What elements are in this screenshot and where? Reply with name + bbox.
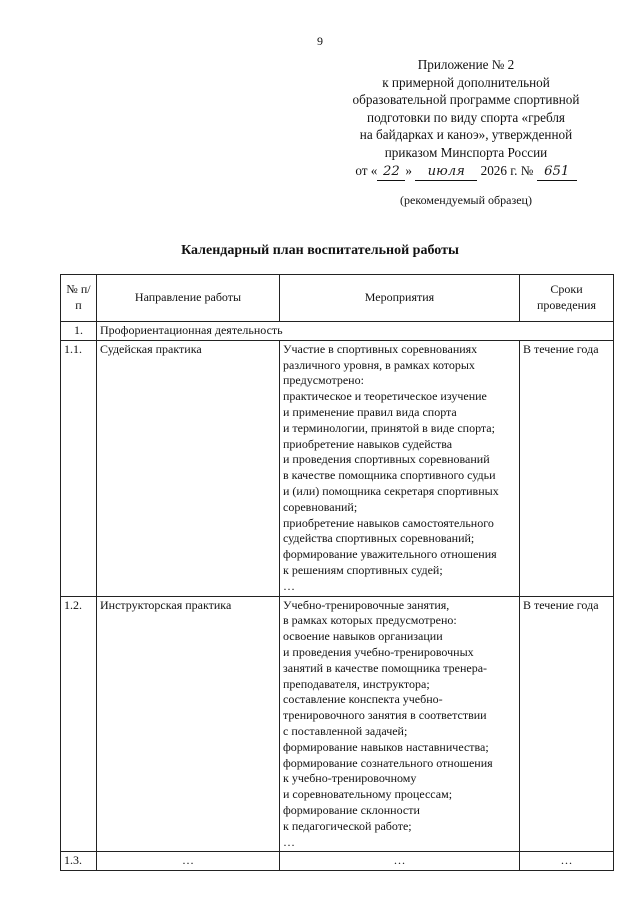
handwritten-day: 22 <box>377 163 405 182</box>
row-direction: … <box>97 852 280 871</box>
row-number: 1.2. <box>61 596 97 852</box>
appendix-line: подготовки по виду спорта «гребля <box>367 109 565 125</box>
row-term: В течение года <box>520 596 614 852</box>
activity-line: и соревновательному процессам; <box>283 787 453 802</box>
header-number: № п/п <box>61 275 97 322</box>
row-direction: Инструкторская практика <box>97 596 280 852</box>
activity-line: различного уровня, в рамках которых <box>283 357 475 372</box>
section-number: 1. <box>61 322 97 341</box>
activity-line: с поставленной задачей; <box>283 723 408 738</box>
document-title: Календарный план воспитательной работы <box>181 243 459 258</box>
handwritten-month: июля <box>415 163 477 182</box>
table-row <box>61 596 614 852</box>
section-title: Профориентационная деятельность <box>97 322 614 341</box>
row-term: … <box>520 852 614 871</box>
activity-line: к решениям спортивных судей; <box>283 562 443 577</box>
row-number: 1.3. <box>61 852 97 871</box>
activity-line: к педагогической работе; <box>283 818 412 833</box>
handwritten-order-number: 651 <box>537 163 577 182</box>
activity-line: судейства спортивных соревнований; <box>283 531 475 546</box>
appendix-line: на байдарках и каноэ», утвержденной <box>359 127 573 143</box>
activity-line: формирование склонности <box>283 802 420 817</box>
activity-line: занятий в качестве помощника тренера- <box>283 660 488 675</box>
row-activities <box>280 340 520 596</box>
header-row <box>61 275 614 322</box>
activity-line: формирование навыков наставничества; <box>283 739 489 754</box>
activity-line: к учебно-тренировочному <box>283 771 417 786</box>
activity-line: соревнований; <box>283 499 358 514</box>
activity-line: и применение правил вида спорта <box>283 404 457 419</box>
date-year: 2026 г. № <box>480 162 534 178</box>
activity-line: освоение навыков организации <box>283 629 443 644</box>
sample-note: (рекомендуемый образец) <box>400 193 532 207</box>
activity-line: … <box>283 834 295 849</box>
activity-line: в качестве помощника спортивного судьи <box>283 468 496 483</box>
activity-line: в рамках которых предусмотрено: <box>283 613 457 628</box>
appendix-line: к примерной дополнительной <box>382 74 550 90</box>
activity-line: практическое и теоретическое изучение <box>283 389 487 404</box>
table-row <box>61 340 614 596</box>
table-row <box>61 852 614 871</box>
order-date-line <box>330 162 602 182</box>
appendix-line: образовательной программе спортивной <box>352 92 580 108</box>
activity-line: и проведения учебно-тренировочных <box>283 644 474 659</box>
section-row <box>61 322 614 341</box>
header-direction: Направление работы <box>97 275 280 322</box>
activity-line: приобретение навыков судейства <box>283 436 453 451</box>
appendix-header <box>330 56 602 181</box>
activity-line: составление конспекта учебно- <box>283 692 443 707</box>
header-events: Мероприятия <box>280 275 520 322</box>
activity-line: предусмотрено: <box>283 373 364 388</box>
header-terms: Сроки проведения <box>520 275 614 322</box>
date-prefix: от « <box>355 162 378 178</box>
appendix-line: Приложение № 2 <box>417 57 515 72</box>
activity-line: … <box>283 578 295 593</box>
activity-line: формирование сознательного отношения <box>283 755 493 770</box>
page-number: 9 <box>317 34 323 48</box>
appendix-line: приказом Минспорта России <box>384 144 548 160</box>
activity-line: тренировочного занятия в соответствии <box>283 708 487 723</box>
activity-line: и (или) помощника секретаря спортивных <box>283 483 499 498</box>
activity-line: Учебно-тренировочные занятия, <box>283 597 450 612</box>
date-mid: » <box>405 162 412 178</box>
row-activities: … <box>280 852 520 871</box>
activity-line: преподавателя, инструктора; <box>283 676 430 691</box>
row-activities <box>280 596 520 852</box>
plan-table <box>60 274 614 871</box>
row-number: 1.1. <box>61 340 97 596</box>
activity-line: приобретение навыков самостоятельного <box>283 515 494 530</box>
activity-line: и терминологии, принятой в виде спорта; <box>283 420 495 435</box>
activity-line: формирование уважительного отношения <box>283 547 497 562</box>
row-term: В течение года <box>520 340 614 596</box>
activity-line: Участие в спортивных соревнованиях <box>283 341 478 356</box>
row-direction: Судейская практика <box>97 340 280 596</box>
activity-line: и проведения спортивных соревнований <box>283 452 490 467</box>
